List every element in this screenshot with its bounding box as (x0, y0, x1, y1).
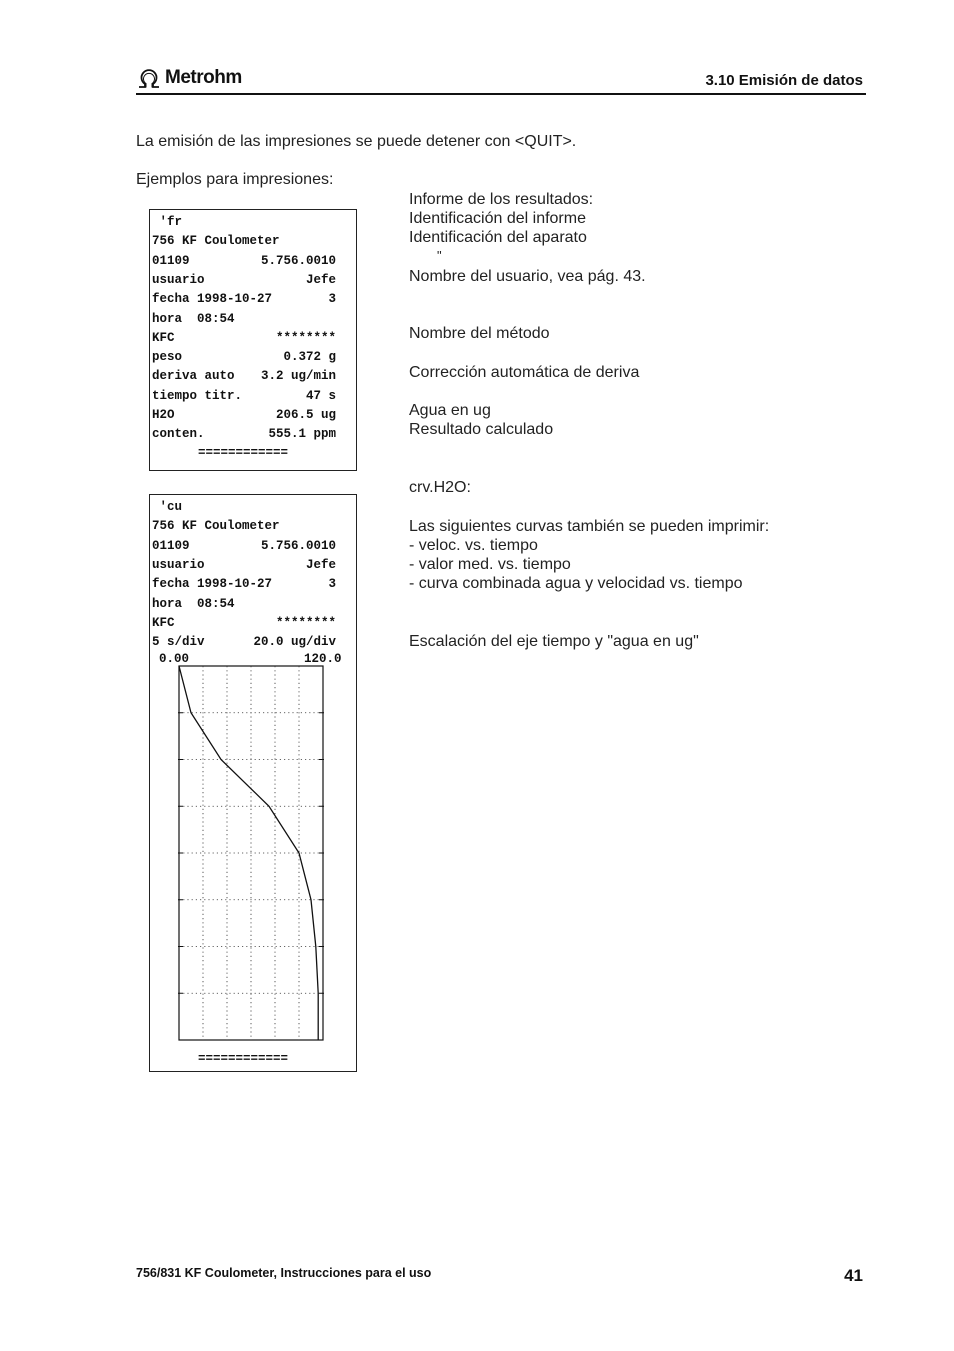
metrohm-logo (136, 66, 242, 90)
curve-printout-cu (149, 494, 357, 1072)
printout-line-label: hora 08:54 (152, 596, 235, 611)
printout-line (152, 387, 336, 406)
printout-line-value: 5.756.0010 (260, 253, 336, 268)
printout-line (152, 425, 336, 444)
printout-line-label: fecha 1998-10-27 (152, 577, 273, 592)
examples-label: Ejemplos para impresiones: (136, 171, 334, 188)
printout-line-label: 756 KF Coulometer (152, 519, 280, 534)
printout-line-value: 0.372 g (283, 350, 336, 365)
note-drift-correction: Corrección automática de deriva (409, 364, 640, 381)
printout-line-value: 555.1 ppm (268, 427, 336, 442)
printout-line-label: 'fr (152, 215, 183, 229)
printout-line-value: ******** (275, 615, 336, 630)
note-mean-vs-time: - valor med. vs. tiempo (409, 556, 571, 573)
note-crv-h2o: crv.H2O: (409, 479, 471, 496)
printout-line (152, 329, 336, 348)
printout-line-label: usuario (152, 557, 205, 572)
note-user-name: Nombre del usuario, vea pág. 43. (409, 268, 646, 285)
note-water-ug: Agua en ug (409, 402, 491, 419)
printout-line-value: 3 (328, 577, 336, 592)
printout-line-label: KFC (152, 330, 175, 345)
printout-line-value: ******** (275, 330, 336, 345)
omega-icon (136, 67, 162, 89)
note-axis-scaling: Escalación del eje tiempo y "agua en ug" (409, 633, 699, 650)
printout-line-label: H2O (152, 408, 175, 422)
printout-line (152, 310, 336, 329)
printout-line (152, 348, 336, 367)
note-report-results: Informe de los resultados: (409, 191, 594, 208)
brand-name: Metrohm (165, 67, 242, 88)
printout-line (152, 406, 336, 425)
printout-line-value: 3 (328, 292, 336, 307)
printout-line-label: 01109 (152, 538, 190, 553)
printout-line (152, 290, 336, 309)
report-printout-fr (149, 209, 357, 471)
printout-line-label: KFC (152, 615, 175, 630)
water-curve-chart (150, 495, 356, 1071)
notes-column (409, 0, 859, 1351)
printout-line-label: hora 08:54 (152, 311, 235, 326)
section-title: 3.10 Emisión de datos (705, 72, 863, 89)
note-method-name: Nombre del método (409, 325, 550, 342)
printout-line (152, 271, 336, 290)
printout-line-label: 'cu (152, 500, 183, 514)
printout-line-label: tiempo titr. (152, 388, 243, 403)
printout-line-label: deriva auto (152, 369, 235, 384)
note-ditto: " (437, 248, 442, 263)
printout-line (152, 232, 336, 251)
note-other-curves: Las siguientes curvas también se pueden imprimir: (409, 518, 770, 535)
printout-line-value: 20.0 ug/div (253, 635, 336, 650)
printout-line-value: 206.5 ug (275, 408, 336, 422)
printout-line-label: peso (152, 350, 183, 365)
printout-line-label: usuario (152, 272, 205, 287)
printout-line-value: 47 s (305, 388, 336, 403)
printout-line (152, 367, 336, 386)
intro-text: La emisión de las impresiones se puede detener con <QUIT>. (136, 133, 577, 150)
printout-line-label: 756 KF Coulometer (152, 234, 280, 249)
printout-line (152, 252, 336, 271)
page-number: 41 (844, 1266, 863, 1285)
axis-min-label: 0.00 (159, 652, 190, 666)
axis-max-label: 120.0 (304, 652, 342, 666)
footer-manual-title: 756/831 KF Coulometer, Instrucciones para el uso (136, 1266, 432, 1280)
printout-line (152, 213, 336, 232)
printout-separator: ============ (198, 1052, 289, 1066)
printout-line-value: 3.2 ug/min (260, 369, 336, 384)
note-calculated-result: Resultado calculado (409, 421, 554, 438)
printout-line-label: 5 s/div (152, 635, 205, 650)
printout-line-value: Jefe (305, 272, 336, 287)
printout-line-label: 01109 (152, 253, 190, 268)
printout-separator: ============ (198, 446, 289, 460)
printout-line-label: fecha 1998-10-27 (152, 292, 273, 307)
printout-line-value: 5.756.0010 (260, 538, 336, 553)
note-combined-curve: - curva combinada agua y velocidad vs. tiempo (409, 575, 743, 592)
note-report-id: Identificación del informe (409, 210, 586, 227)
printout-line-label: conten. (152, 427, 205, 442)
note-device-id: Identificación del aparato (409, 229, 587, 246)
note-speed-vs-time: - veloc. vs. tiempo (409, 537, 538, 554)
printout-line-value: Jefe (305, 557, 336, 572)
